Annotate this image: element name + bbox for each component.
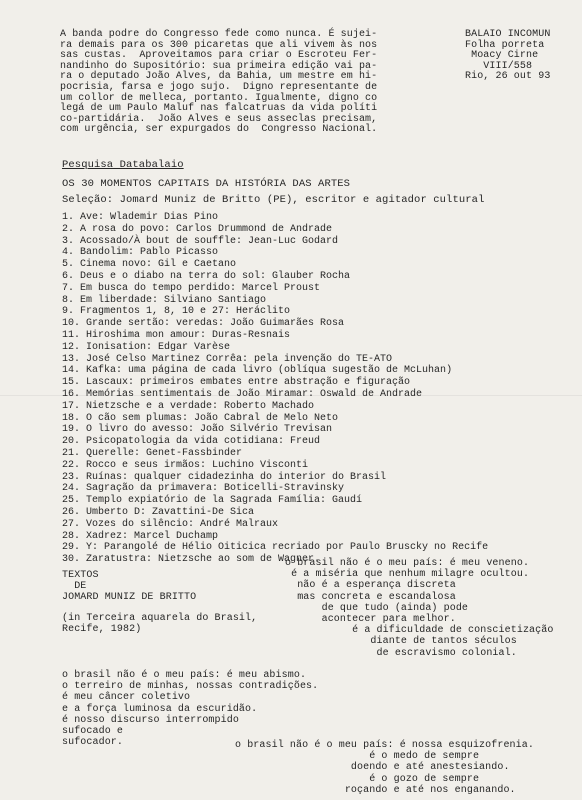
list-item: 18. O cão sem plumas: João Cabral de Melo Neto [62,412,339,424]
list-item: 22. Rocco e seus irmãos: Luchino Visconti [62,459,309,471]
list-item: 3. Acossado/À bout de souffle: Jean-Luc Godard [62,235,339,247]
list-item: 2. A rosa do povo: Carlos Drummond de Andrade [62,223,333,235]
list-item: 13. José Celso Martinez Corrêa: pela invenção do TE-ATO [62,353,393,365]
list-item: 10. Grande sertão: veredas: João Guimarães Rosa [62,318,345,330]
list-item: 7. Em busca do tempo perdido: Marcel Proust [62,282,321,294]
textos-heading [62,570,196,603]
list-item: 21. Querelle: Genet-Fassbinder [62,447,243,459]
poem-right-line: de escravismo colonial. [285,647,517,659]
list-item: 1. Ave: Wlademir Dias Pino [62,212,219,223]
list-heading: OS 30 MOMENTOS CAPITAIS DA HISTÓRIA DAS ARTES [62,178,351,190]
list-item: 8. Em liberdade: Silviano Santiago [62,294,267,306]
intro-paragraph [60,30,377,136]
intro-line: co-partidária. João Alves e seus asseclas precisam, [60,113,378,125]
poem-left-line: e a força luminosa da escuridão. [62,703,258,715]
list-item: 23. Ruínas: qualquer cidadezinha do interior do Brasil [62,471,387,483]
poem-stanza-right [285,558,553,659]
poem-left-line: é meu câncer coletivo [62,692,191,704]
masthead [465,30,550,83]
list-item: 6. Deus e o diabo na terra do sol: Glauber Rocha [62,270,351,282]
poem-right-line: diante de tantos séculos [285,636,517,648]
intro-line: sas custas. Aproveitamos para criar o Escroteu Fer- [60,50,378,62]
list-item: 9. Fragmentos 1, 8, 10 e 27: Heráclito [62,306,291,318]
intro-line: nandinho do Supositório: sua primeira edição vai pa- [60,60,378,72]
textos-source-line: Recife, 1982) [62,624,142,635]
intro-line: legá de um Paulo Maluf nas falcatruas da vida políti [60,103,378,115]
poem-left-line: o terreiro de minhas, nossas contradições. [62,681,319,693]
intro-line: ra demais para os 300 picaretas que ali vivem às nos [60,39,378,51]
list-item: 15. Lascaux: primeiros embates entre abstração e figuração [62,377,411,389]
list-item: 5. Cinema novo: Gil e Caetano [62,259,237,271]
list-subtitle: Seleção: Jomard Muniz de Britto (PE), escritor e agitador cultural [62,194,485,206]
list-item: 16. Memórias sentimentais de João Miramar: Oswald de Andrade [62,388,423,400]
poem-right-line: mas concreta e escandalosa [285,591,456,603]
poem-bottom-right-line: o brasil não é o meu país: é nossa esquizofrenia. [235,740,534,751]
poem-right-line: é a miséria que nenhum milagre ocultou. [285,569,530,581]
works-list [62,212,488,566]
list-item: 20. Psicopatologia da vida cotidiana: Freud [62,436,321,448]
list-item: 28. Xadrez: Marcel Duchamp [62,530,219,542]
textos-heading-line: JOMARD MUNIZ DE BRITTO [62,592,197,603]
poem-bottom-right-line: é o gozo de sempre [235,773,480,785]
poem-bottom-right-line: doendo e até anestesiando. [235,762,510,774]
poem-left-line: sufocado e [62,726,124,738]
poem-right-line: o brasil não é o meu país: é meu veneno. [285,558,530,569]
masthead-line: Moacy Cirne [465,50,539,62]
poem-bottom-right-line: roçando e até nos enganando. [235,784,516,796]
list-item: 26. Umberto D: Zavattini-De Sica [62,506,255,518]
list-item: 27. Vozes do silêncio: André Malraux [62,518,279,530]
masthead-line: Folha porreta [465,39,545,51]
poem-left-line: é nosso discurso interrompido [62,714,239,726]
section-title: Pesquisa Databalaio [62,159,184,171]
poem-right-line: não é a esperança discreta [285,580,456,592]
list-item: 11. Hiroshima mon amour: Duras-Resnais [62,329,291,341]
textos-source-line: (in Terceira aquarela do Brasil, [62,613,258,624]
list-item: 12. Ionisation: Edgar Varèse [62,341,231,353]
textos-heading-line: TEXTOS [62,570,99,581]
intro-line: A banda podre do Congresso fede como nunca. É sujei- [60,29,378,40]
masthead-line: BALAIO INCOMUN [465,29,551,40]
list-item: 17. Nietzsche e a verdade: Roberto Machado [62,400,315,412]
list-item: 30. Zaratustra: Nietzsche ao som de Wagner. [62,554,321,566]
list-item: 14. Kafka: uma página de cada livro (oblíqua sugestão de McLuhan) [62,365,453,377]
list-item: 24. Sagração da primavera: Boticelli-Stravinsky [62,483,345,495]
poem-left-line: sufocador. [62,737,124,749]
poem-left-line: o brasil não é o meu país: é meu abismo. [62,670,307,681]
poem-right-line: acontecer para melhor. [285,614,456,626]
intro-line: ra o deputado João Alves, da Bahia, um mestre em hi- [60,71,378,83]
poem-bottom-right-line: é o medo de sempre [235,751,480,763]
intro-line: com urgência, ser expurgados do Congresso Nacional. [60,124,378,136]
list-item: 4. Bandolim: Pablo Picasso [62,247,219,259]
poem-stanza-left [62,670,318,748]
poem-stanza-bottom-right [235,740,534,796]
masthead-line: VIII/558 [465,60,533,72]
intro-line: um collor de melleca, portanto. Igualmente, digno co [60,92,378,104]
list-item: 25. Templo expiatório de la Sagrada Família: Gaudí [62,495,363,507]
masthead-line: Rio, 26 out 93 [465,71,551,83]
list-item: 19. O livro do avesso: João Silvério Trevisan [62,424,333,436]
list-item: 29. Y: Parangolé de Hélio Oiticica recriado por Paulo Bruscky no Recife [62,542,489,554]
poem-right-line: é a dificuldade de conscietização [285,625,554,637]
poem-right-line: de que tudo (ainda) pode [285,602,469,614]
textos-heading-line: DE [62,581,87,592]
intro-line: pocrisia, farsa e jogo sujo. Digno representante de [60,81,378,93]
textos-source [62,613,257,635]
